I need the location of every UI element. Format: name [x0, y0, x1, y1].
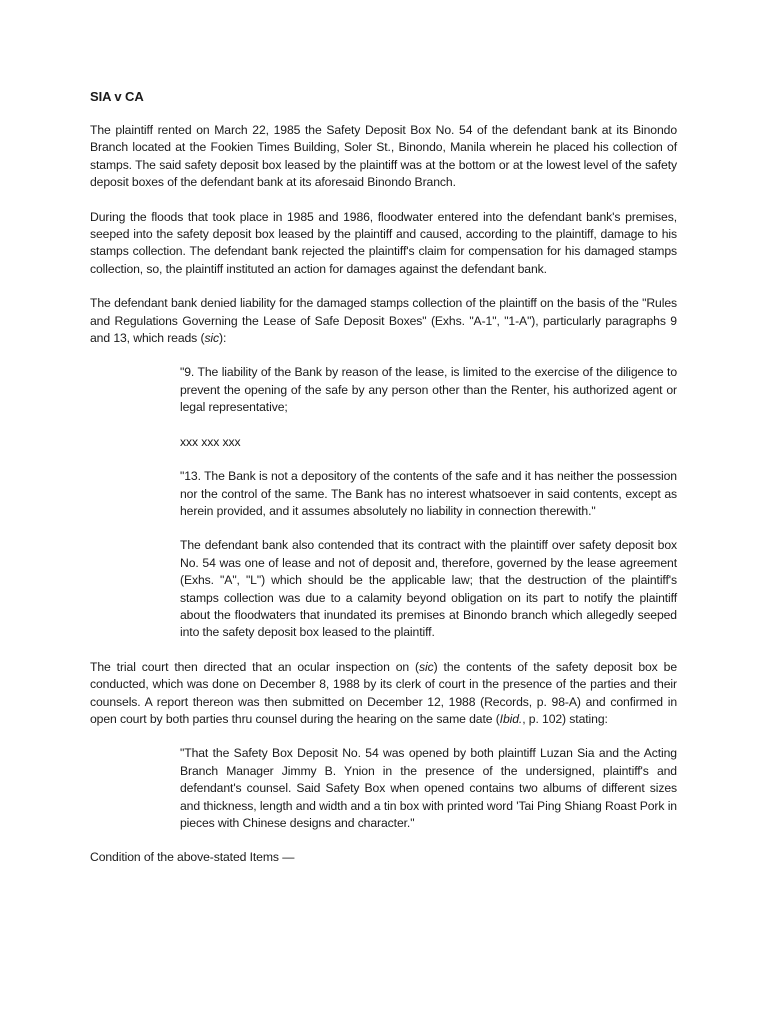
paragraph-bank-denial-text: The defendant bank denied liability for the damaged stamps collection of the plaintiff on the basis of the "Rules and Regulations Governing the Lease of Safe Deposit Boxes" (Exhs. "A-1", "1-A"), particularly paragraphs 9 and 13, which reads (: [90, 296, 677, 346]
paragraph-condition: Condition of the above-stated Items —: [90, 850, 295, 865]
paragraph-ocular-inspection: [90, 659, 677, 729]
paragraph-bank-denial-end: ):: [219, 331, 227, 346]
ibid-italic: Ibid.: [499, 711, 523, 726]
ocular-text-a: The trial court then directed that an ocular inspection on (: [90, 659, 419, 674]
document-title: SIA v CA: [90, 89, 144, 104]
quote-inspection-report: "That the Safety Box Deposit No. 54 was opened by both plaintiff Luzan Sia and the Acting Branch Manager Jimmy B. Ynion in the presence of the undersigned, plaintiff's and defendant's counsel. Said Safety Box when opened contains two albums of different sizes and thickness, length and width and a tin box with printed word 'Tai Ping Shiang Roast Pork in pieces with Chinese designs and character.": [180, 746, 677, 830]
quote-separator: xxx xxx xxx: [180, 434, 241, 449]
paragraph-bank-denial: [90, 295, 677, 347]
sic-italic-2: sic: [419, 659, 434, 674]
paragraph-facts: The plaintiff rented on March 22, 1985 the Safety Deposit Box No. 54 of the defendant bank at its Binondo Branch located at the Fookien Times Building, Soler St., Binondo, Manila wherein he placed his collection of stamps. The said safety deposit box leased by the plaintiff was at the bottom or at the lowest level of the safety deposit boxes of the defendant bank at its aforesaid Binondo Branch.: [90, 123, 677, 190]
quote-paragraph-9: "9. The liability of the Bank by reason of the lease, is limited to the exercise of the diligence to prevent the opening of the safe by any person other than the Renter, his authorized agent or legal representative;: [180, 365, 677, 415]
ocular-text-c: ) the contents of the safety deposit box be conducted, which was done on December 8, 1988 by its clerk of court in the presence of the parties and their counsels. A report thereon was then submitted on December 12, 1988 (Records, p. 98-A) and confirmed in open court by both parties thru counsel during the hearing on the same date (: [90, 659, 677, 726]
ocular-text-e: , p. 102) stating:: [522, 711, 608, 726]
document-body: [90, 88, 677, 884]
sic-italic: sic: [204, 331, 220, 346]
quote-paragraph-13: "13. The Bank is not a depository of the contents of the safe and it has neither the possession nor the control of the same. The Bank has no interest whatsoever in said contents, except as herein provided, and it assumes absolutely no liability in connection therewith.": [180, 469, 677, 518]
paragraph-floods: During the floods that took place in 1985 and 1986, floodwater entered into the defendant bank's premises, seeped into the safety deposit box leased by the plaintiff and caused, according to the plaintiff, damage to his stamps collection. The defendant bank rejected the plaintiff's claim for compensation for his damaged stamps collection, so, the plaintiff instituted an action for damages against the defendant bank.: [90, 209, 677, 276]
quote-bank-contention: The defendant bank also contended that its contract with the plaintiff over safety deposit box No. 54 was one of lease and not of deposit and, therefore, governed by the lease agreement (Exhs. "A", "L") which should be the applicable law; that the destruction of the plaintiff's stamps collection was due to a calamity beyond obligation on its part to notify the plaintiff about the floodwaters that inundated its premises at Binondo branch which allegedly seeped into the safety deposit box leased to the plaintiff.: [180, 538, 677, 640]
